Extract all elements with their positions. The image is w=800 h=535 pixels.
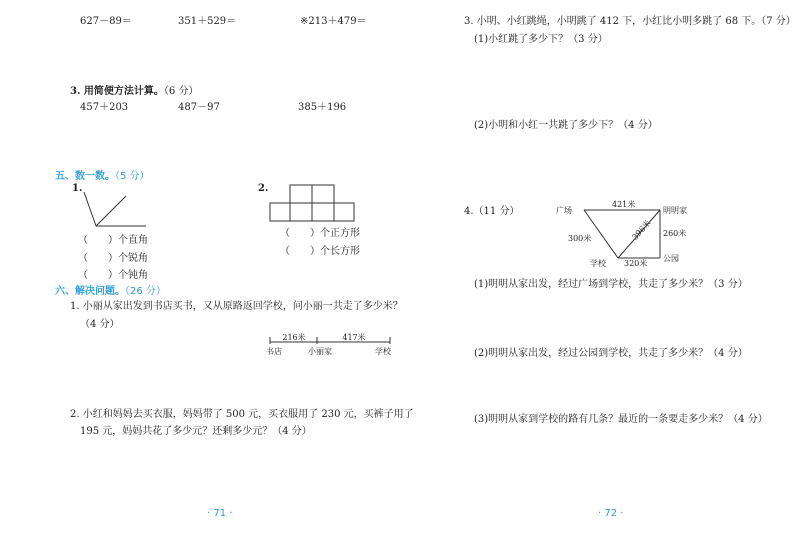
distance-line-diagram [262,330,402,362]
question-4-sub1: (1)明明从家出发，经过广场到学校，共走了多少米？（3 分） [474,279,748,290]
page-number: · 71 · [207,508,233,519]
problem-2-text-cont: 195 元，妈妈共花了多少元？还剩多少元？（4 分） [80,426,312,437]
plaza-label: 广场 [556,206,572,215]
angle-count-right: （ ）个直角 [78,235,148,246]
distance-left: 300米 [568,234,592,243]
ray-line [84,192,96,226]
section-5-title: 五、数一数。 [55,171,115,182]
rectangle-count: （ ）个长方形 [280,246,360,257]
section-6-title: 六、解决问题。 [55,286,125,297]
angle-question-label: 1. [72,183,83,194]
park-label: 公园 [663,254,679,263]
question-4-title: 4.（11 分） [464,206,520,217]
problem-1-text: 1. 小丽从家出发到书店买书，又从原路返回学校，问小丽一共走了多少米？ [70,301,403,312]
question-3-text: 3. 小明、小红跳绳，小明跳了 412 下，小红比小明多跳了 68 下。（7 分） [464,16,796,27]
question-3-title: 3. 用简便方法计算。 [70,86,164,97]
page-number: · 72 · [598,508,624,519]
calc-item: 627－89＝ [80,16,132,27]
squares-figure [268,183,358,225]
calc-item: 351＋529＝ [178,16,237,27]
question-3-sub1: (1)小红跳了多少下？（3 分） [474,34,608,45]
section-5-points: （5 分） [115,171,150,182]
route-map [552,198,702,270]
problem-1-points: （4 分） [80,319,120,330]
question-3-heading [70,82,198,97]
calc-item: 457＋203 [80,102,129,113]
place-label: 学校 [375,347,391,356]
segment-label: 216米 [282,333,306,342]
section-6-heading [55,282,166,297]
calc-item: 487－97 [178,102,220,113]
section-6-points: （26 分） [125,286,166,297]
distance-diagonal: 396米 [630,218,653,242]
place-label: 小丽家 [308,347,332,356]
angle-figure [76,186,156,236]
angle-count-acute: （ ）个锐角 [78,253,148,264]
distance-top: 421米 [612,200,636,209]
segment-label: 417米 [342,333,366,342]
distance-bottom: 320米 [624,259,648,268]
ray-line [96,196,126,226]
calc-item: ※213＋479＝ [300,16,367,27]
question-3-sub2: (2)小明和小红一共跳了多少下？（4 分） [474,120,658,131]
calc-item: 385＋196 [298,102,347,113]
home-label: 明明家 [663,206,687,215]
angle-count-obtuse: （ ）个钝角 [78,270,148,281]
square-count: （ ）个正方形 [280,228,360,239]
question-3-points: （6 分） [163,86,199,97]
problem-2-text: 2. 小红和妈妈去买衣服，妈妈带了 500 元，买衣服用了 230 元，买裤子用了 [70,409,414,420]
school-label: 学校 [590,259,606,268]
section-5-heading [55,167,150,182]
question-4-sub2: (2)明明从家出发，经过公园到学校，共走了多少米？（4 分） [474,348,748,359]
question-4-sub3: (3)明明从家到学校的路有几条？最近的一条要走多少米？（4 分） [474,414,768,425]
place-label: 书店 [266,347,282,356]
squares-question-label: 2. [258,183,269,194]
distance-right: 260米 [663,229,687,238]
